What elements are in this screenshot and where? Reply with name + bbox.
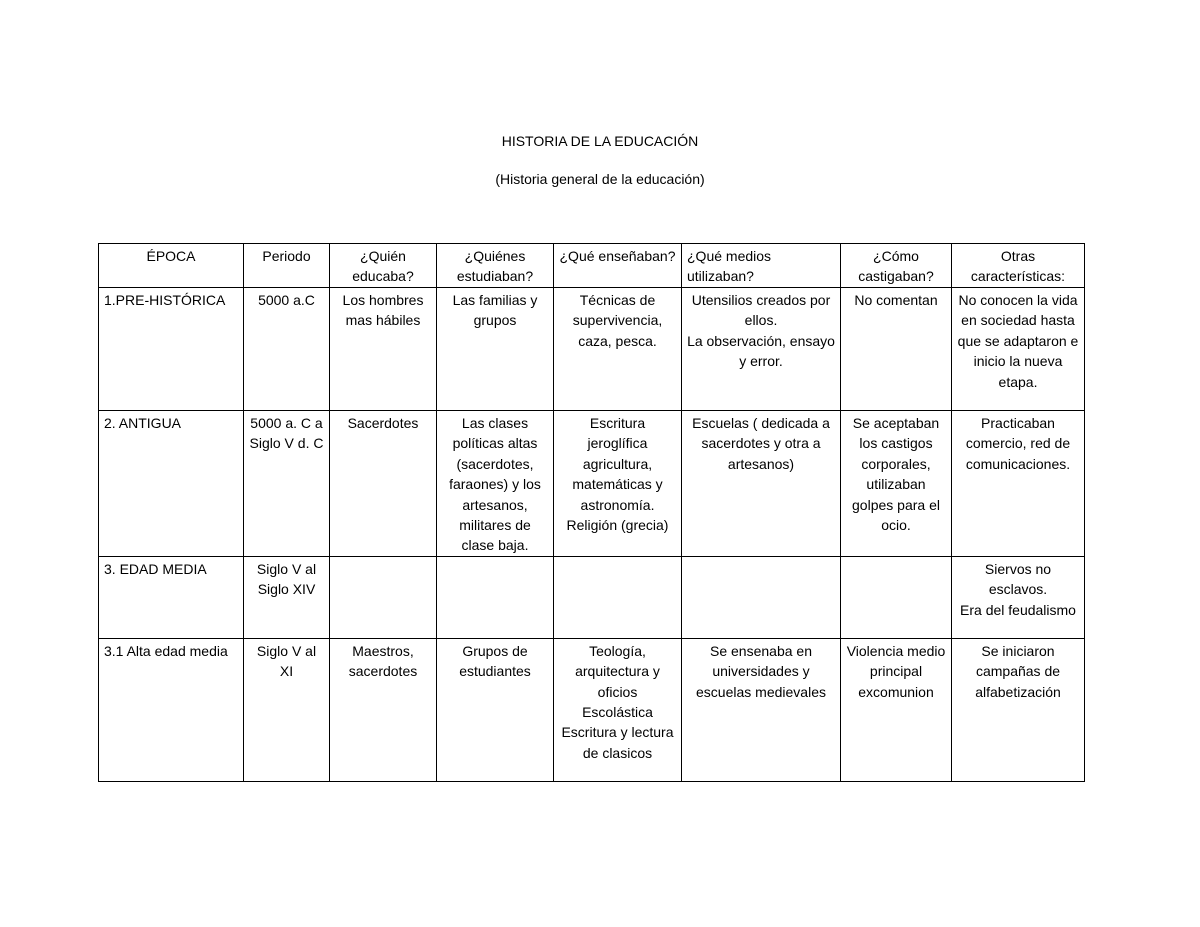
table-row bbox=[99, 556, 1085, 638]
table-row bbox=[99, 411, 1085, 557]
cell-que-ensenaban: Teología, arquitectura y oficios Escolástica Escritura y lectura de clasicos bbox=[554, 638, 682, 781]
table-row bbox=[99, 638, 1085, 781]
cell-castigaban bbox=[841, 556, 952, 638]
cell-quienes-estudiaban: Las familias y grupos bbox=[437, 288, 554, 411]
page-subtitle: (Historia general de la educación) bbox=[495, 171, 705, 187]
cell-castigaban: No comentan bbox=[841, 288, 952, 411]
cell-otras: Siervos no esclavos. Era del feudalismo bbox=[952, 556, 1085, 638]
cell-epoca: 3.1 Alta edad media bbox=[99, 638, 244, 781]
cell-que-ensenaban: Técnicas de supervivencia, caza, pesca. bbox=[554, 288, 682, 411]
cell-castigaban: Violencia medio principal excomunion bbox=[841, 638, 952, 781]
cell-epoca: 2. ANTIGUA bbox=[99, 411, 244, 557]
cell-periodo: Siglo V al XI bbox=[244, 638, 330, 781]
cell-epoca: 3. EDAD MEDIA bbox=[99, 556, 244, 638]
table-header-row bbox=[99, 244, 1085, 288]
cell-quien-educaba: Los hombres mas hábiles bbox=[330, 288, 437, 411]
cell-quienes-estudiaban bbox=[437, 556, 554, 638]
cell-quienes-estudiaban: Grupos de estudiantes bbox=[437, 638, 554, 781]
cell-periodo: 5000 a. C a Siglo V d. C bbox=[244, 411, 330, 557]
cell-que-ensenaban bbox=[554, 556, 682, 638]
header-que-ensenaban: ¿Qué enseñaban? bbox=[554, 244, 682, 288]
table-row bbox=[99, 288, 1085, 411]
cell-otras: Se iniciaron campañas de alfabetización bbox=[952, 638, 1085, 781]
cell-castigaban: Se aceptaban los castigos corporales, utilizaban golpes para el ocio. bbox=[841, 411, 952, 557]
cell-otras: No conocen la vida en sociedad hasta que se adaptaron e inicio la nueva etapa. bbox=[952, 288, 1085, 411]
cell-medios: Escuelas ( dedicada a sacerdotes y otra a artesanos) bbox=[682, 411, 841, 557]
header-medios: ¿Qué medios utilizaban? bbox=[682, 244, 841, 288]
cell-epoca: 1.PRE-HISTÓRICA bbox=[99, 288, 244, 411]
cell-periodo: 5000 a.C bbox=[244, 288, 330, 411]
cell-periodo: Siglo V al Siglo XIV bbox=[244, 556, 330, 638]
cell-medios: Se ensenaba en universidades y escuelas medievales bbox=[682, 638, 841, 781]
cell-quien-educaba: Maestros, sacerdotes bbox=[330, 638, 437, 781]
header-quienes-estudiaban: ¿Quiénes estudiaban? bbox=[437, 244, 554, 288]
cell-medios: Utensilios creados por ellos. La observación, ensayo y error. bbox=[682, 288, 841, 411]
header-quien-educaba: ¿Quién educaba? bbox=[330, 244, 437, 288]
header-periodo: Periodo bbox=[244, 244, 330, 288]
history-table bbox=[98, 243, 1085, 782]
header-epoca: ÉPOCA bbox=[99, 244, 244, 288]
header-castigaban: ¿Cómo castigaban? bbox=[841, 244, 952, 288]
cell-quienes-estudiaban: Las clases políticas altas (sacerdotes, faraones) y los artesanos, militares de clase baja. bbox=[437, 411, 554, 557]
cell-otras: Practicaban comercio, red de comunicaciones. bbox=[952, 411, 1085, 557]
cell-que-ensenaban: Escritura jeroglífica agricultura, matemáticas y astronomía. Religión (grecia) bbox=[554, 411, 682, 557]
header-otras: Otras características: bbox=[952, 244, 1085, 288]
cell-quien-educaba: Sacerdotes bbox=[330, 411, 437, 557]
page-title: HISTORIA DE LA EDUCACIÓN bbox=[501, 133, 699, 149]
cell-medios bbox=[682, 556, 841, 638]
cell-quien-educaba bbox=[330, 556, 437, 638]
